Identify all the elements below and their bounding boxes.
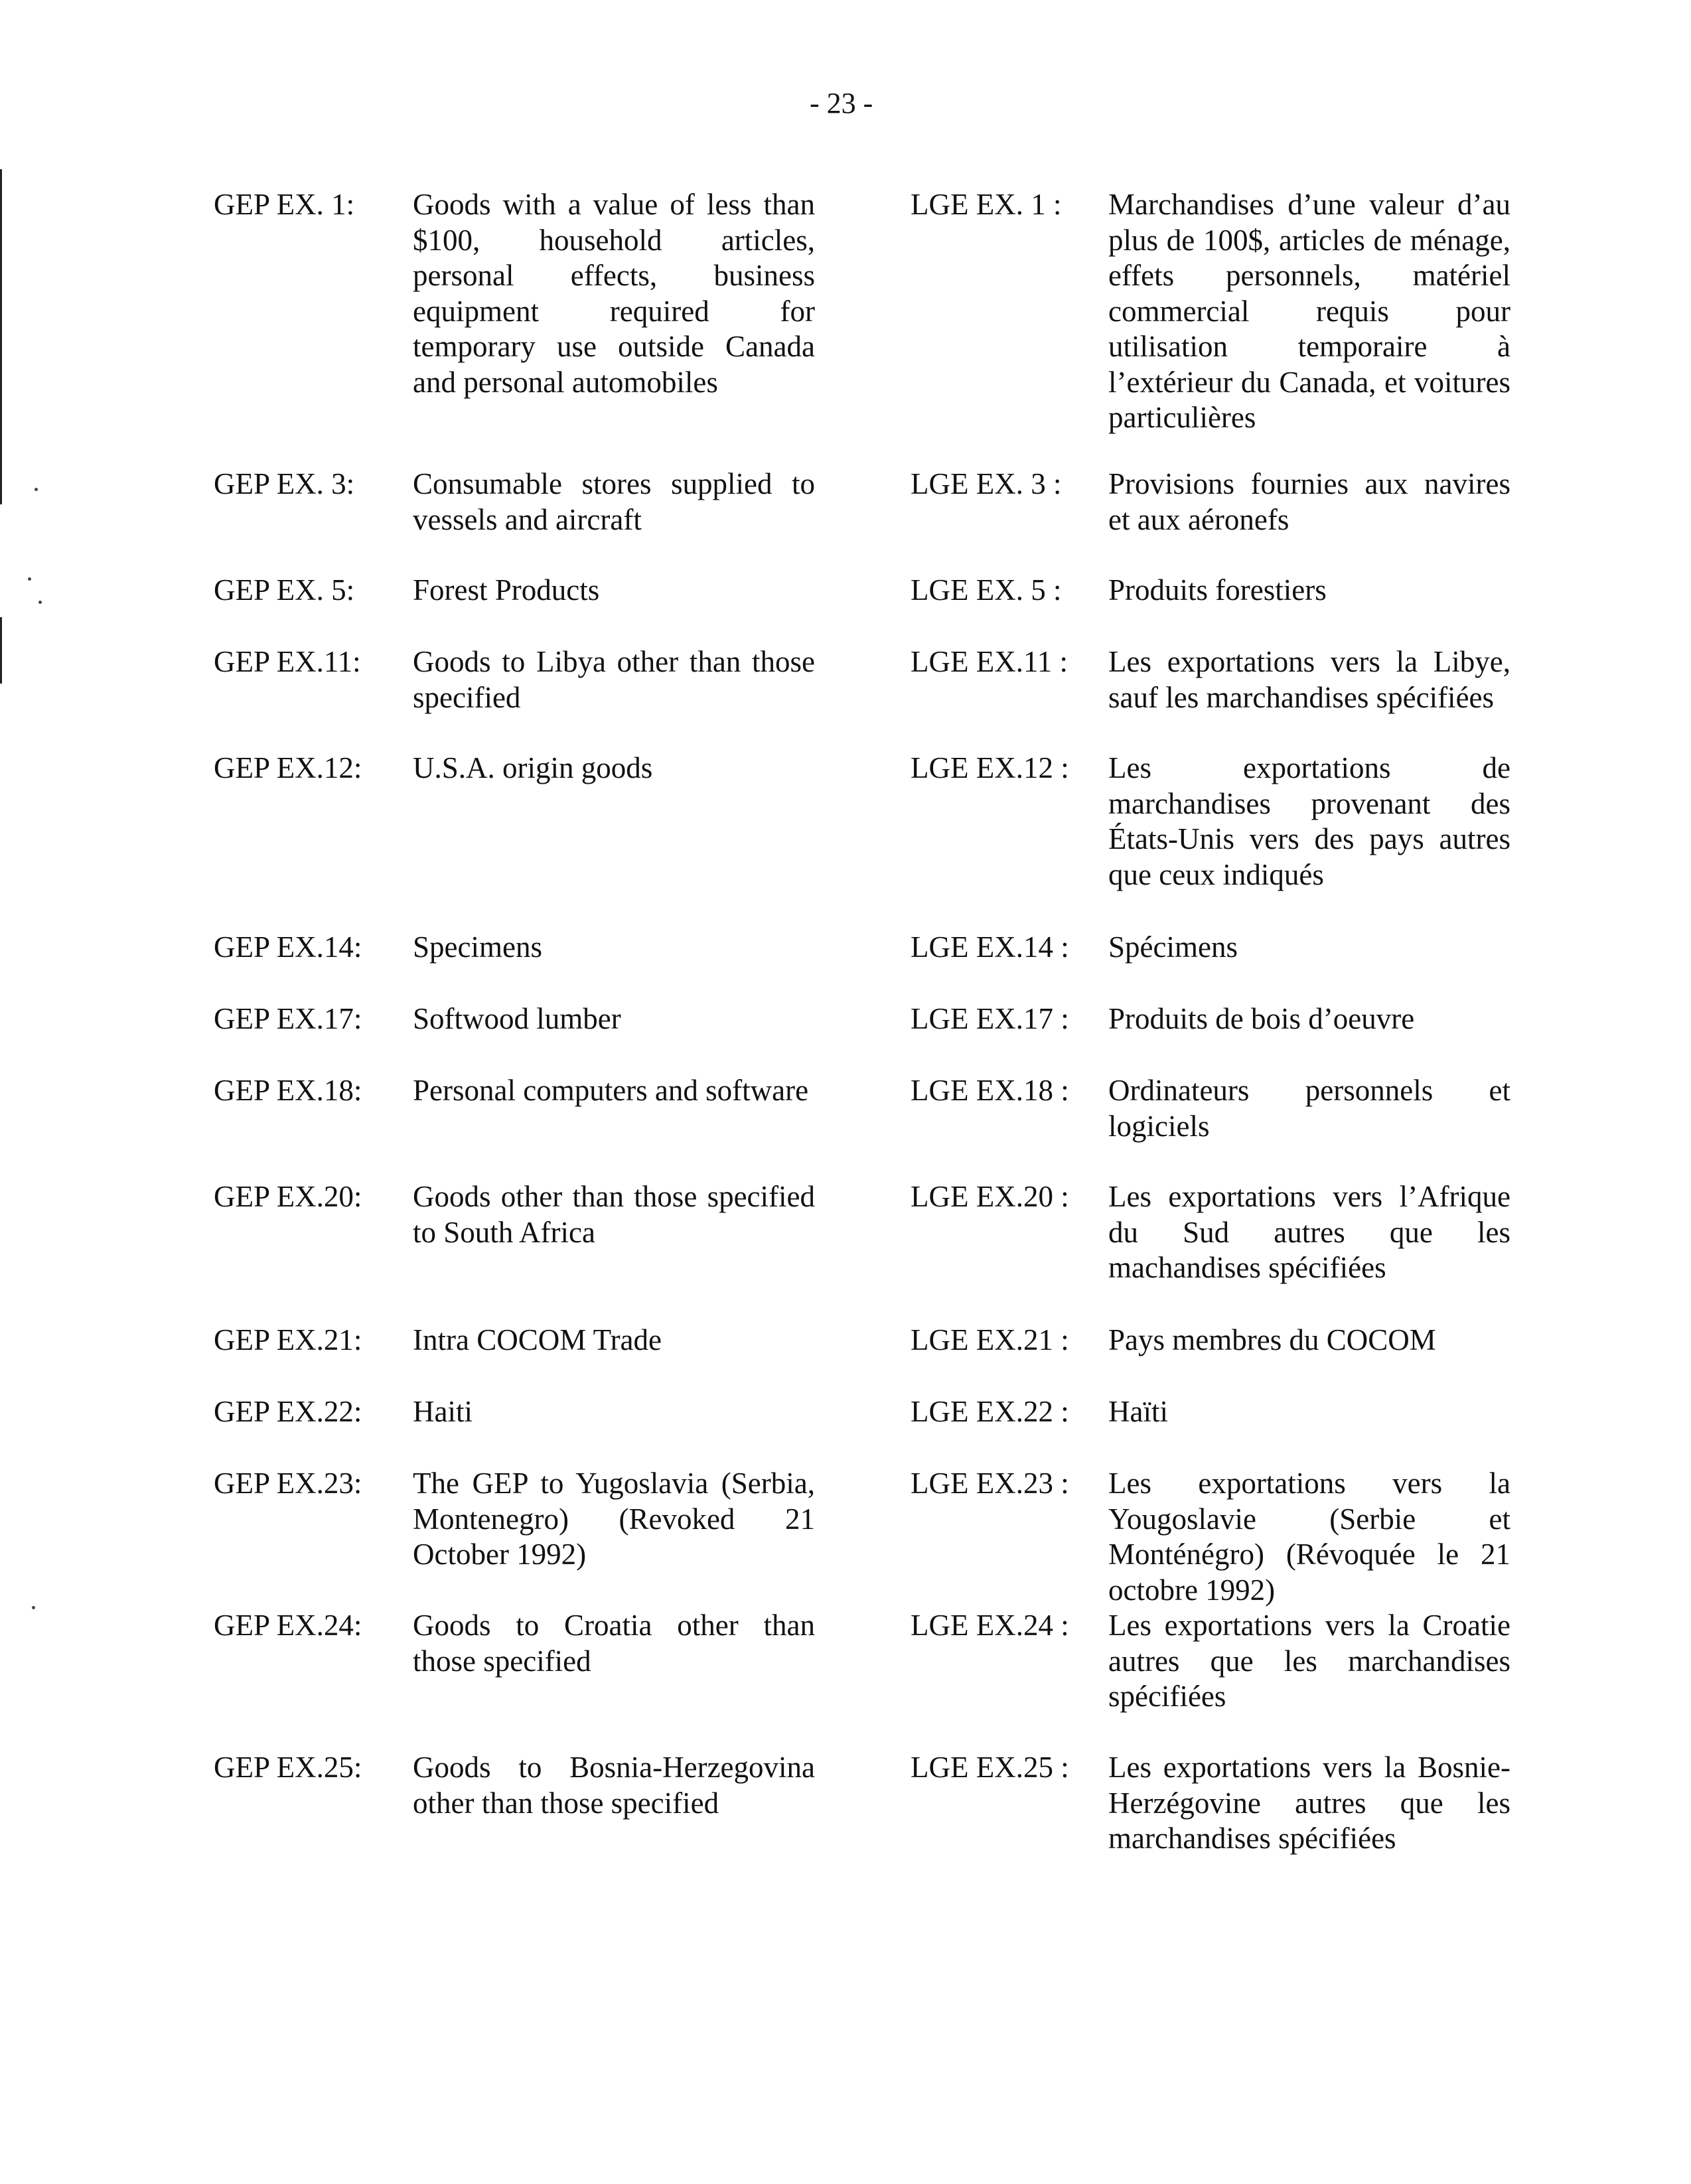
scan-speck bbox=[38, 601, 42, 604]
scan-speck bbox=[28, 577, 31, 581]
gep-code: GEP EX.25: bbox=[214, 1751, 362, 1784]
lge-description: Les exportations de marchandises provenant des États-Unis vers des pays autres que ceux indiqués bbox=[1108, 751, 1510, 891]
gep-description: Personal computers and software bbox=[413, 1074, 809, 1107]
gep-code: GEP EX.21: bbox=[214, 1323, 362, 1356]
gep-code: GEP EX.11: bbox=[214, 645, 361, 678]
gep-code: GEP EX.22: bbox=[214, 1395, 362, 1428]
gep-description: Haiti bbox=[413, 1395, 473, 1428]
gep-code: GEP EX.17: bbox=[214, 1002, 362, 1035]
lge-description: Haïti bbox=[1108, 1395, 1168, 1428]
page-number: - 23 - bbox=[810, 87, 873, 119]
lge-code: LGE EX.22 : bbox=[911, 1395, 1069, 1428]
lge-description: Produits forestiers bbox=[1108, 573, 1327, 607]
lge-code: LGE EX.11 : bbox=[911, 645, 1068, 678]
lge-code: LGE EX.18 : bbox=[911, 1074, 1069, 1107]
gep-description: Specimens bbox=[413, 930, 542, 964]
gep-description: Intra COCOM Trade bbox=[413, 1323, 662, 1356]
lge-description: Les exportations vers la Yougoslavie (Serbie et Monténégro) (Révoquée le 21 octobre 1992) bbox=[1108, 1467, 1510, 1607]
gep-code: GEP EX.24: bbox=[214, 1609, 362, 1642]
gep-code: GEP EX.20: bbox=[214, 1180, 362, 1213]
scan-speck bbox=[35, 488, 38, 491]
gep-description: Forest Products bbox=[413, 573, 600, 607]
gep-description: Goods with a value of less than $100, household articles, personal effects, business equipment required for temporary use outside Canada and personal automobiles bbox=[413, 188, 815, 399]
lge-description: Provisions fournies aux navires et aux aéronefs bbox=[1108, 467, 1510, 536]
gep-description: U.S.A. origin goods bbox=[413, 751, 653, 784]
scan-edge-mark bbox=[0, 169, 2, 504]
lge-code: LGE EX.24 : bbox=[911, 1609, 1069, 1642]
lge-description: Pays membres du COCOM bbox=[1108, 1323, 1436, 1356]
lge-description: Ordinateurs personnels et logiciels bbox=[1108, 1074, 1510, 1143]
lge-description: Les exportations vers la Croatie autres que les marchandises spécifiées bbox=[1108, 1609, 1510, 1713]
gep-description: Goods to Bosnia-Herzegovina other than those specified bbox=[413, 1751, 815, 1820]
lge-description: Les exportations vers l’Afrique du Sud autres que les machandises spécifiées bbox=[1108, 1180, 1510, 1284]
lge-code: LGE EX.17 : bbox=[911, 1002, 1069, 1035]
gep-code: GEP EX. 5: bbox=[214, 573, 355, 607]
lge-description: Les exportations vers la Libye, sauf les marchandises spécifiées bbox=[1108, 645, 1510, 714]
lge-code: LGE EX.23 : bbox=[911, 1467, 1069, 1500]
gep-code: GEP EX.23: bbox=[214, 1467, 362, 1500]
lge-description: Les exportations vers la Bosnie-Herzégovine autres que les marchandises spécifiées bbox=[1108, 1751, 1510, 1855]
gep-description: Goods to Croatia other than those specified bbox=[413, 1609, 815, 1678]
lge-code: LGE EX.25 : bbox=[911, 1751, 1069, 1784]
gep-code: GEP EX.18: bbox=[214, 1074, 362, 1107]
lge-code: LGE EX.20 : bbox=[911, 1180, 1069, 1213]
lge-description: Marchandises d’une valeur d’au plus de 100$, articles de ménage, effets personnels, matériel commercial requis pour utilisation temporaire à l’extérieur du Canada, et voitures particulières bbox=[1108, 188, 1510, 434]
lge-description: Spécimens bbox=[1108, 930, 1238, 964]
gep-description: Consumable stores supplied to vessels and aircraft bbox=[413, 467, 815, 536]
gep-description: Goods other than those specified to South Africa bbox=[413, 1180, 815, 1249]
lge-code: LGE EX.14 : bbox=[911, 930, 1069, 964]
gep-code: GEP EX. 3: bbox=[214, 467, 355, 500]
lge-code: LGE EX. 5 : bbox=[911, 573, 1062, 607]
gep-description: Goods to Libya other than those specified bbox=[413, 645, 815, 714]
gep-code: GEP EX.14: bbox=[214, 930, 362, 964]
gep-description: The GEP to Yugoslavia (Serbia, Montenegro) (Revoked 21 October 1992) bbox=[413, 1467, 815, 1571]
scan-speck bbox=[32, 1606, 35, 1609]
lge-code: LGE EX.21 : bbox=[911, 1323, 1069, 1356]
lge-description: Produits de bois d’oeuvre bbox=[1108, 1002, 1415, 1035]
gep-code: GEP EX.12: bbox=[214, 751, 362, 784]
gep-description: Softwood lumber bbox=[413, 1002, 621, 1035]
gep-code: GEP EX. 1: bbox=[214, 188, 355, 221]
lge-code: LGE EX. 1 : bbox=[911, 188, 1062, 221]
lge-code: LGE EX.12 : bbox=[911, 751, 1069, 784]
lge-code: LGE EX. 3 : bbox=[911, 467, 1062, 500]
scan-edge-mark bbox=[0, 617, 2, 684]
